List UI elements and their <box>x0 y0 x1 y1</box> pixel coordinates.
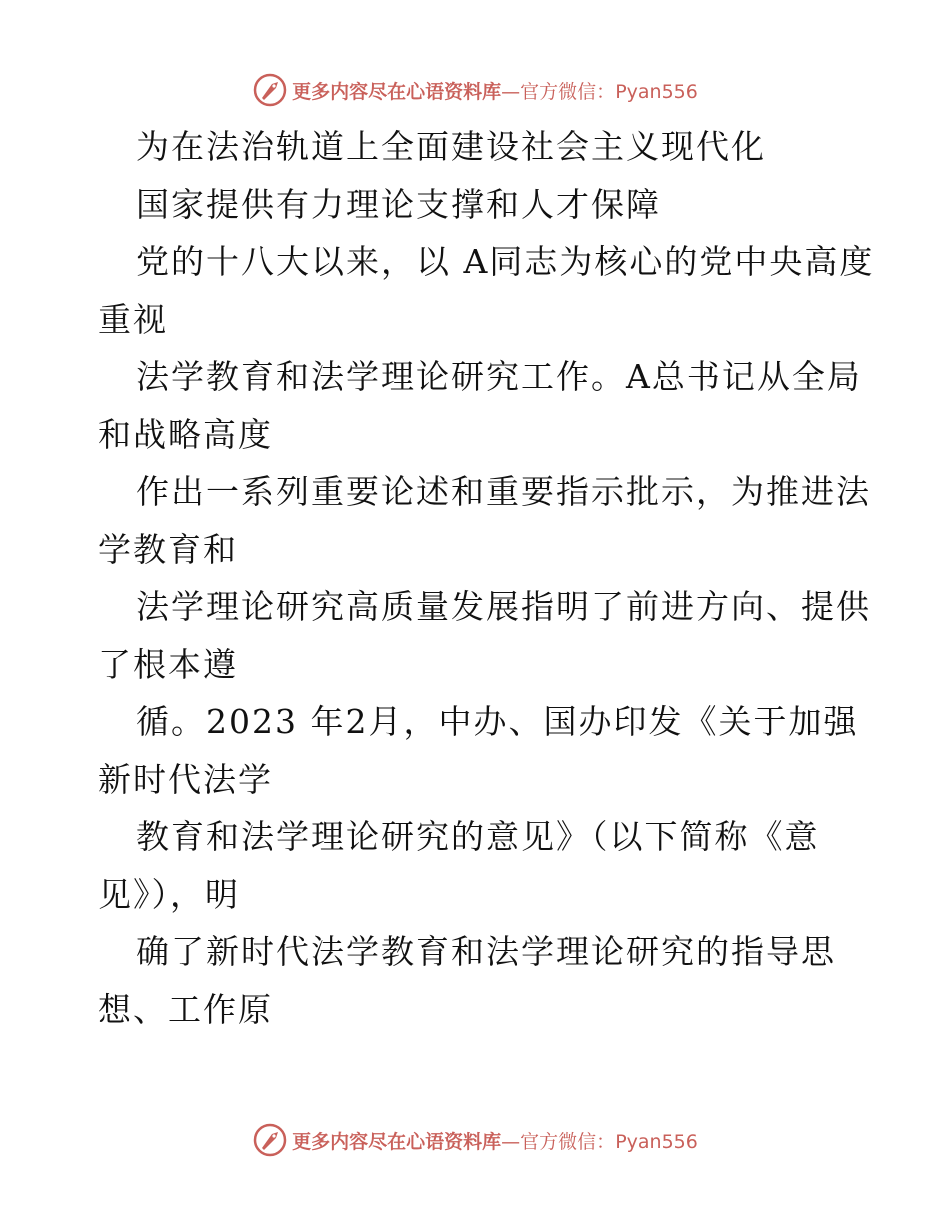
paragraph-1: 为在法治轨道上全面建设社会主义现代化 <box>136 127 766 166</box>
paragraph-8: 教育和法学理论研究的意见》（以下简称《意见》），明 <box>98 817 820 914</box>
banner-text <box>292 77 698 104</box>
header-banner <box>0 70 950 110</box>
footer-banner <box>0 1120 950 1160</box>
paragraph-6: 法学理论研究高质量发展指明了前进方向、提供了根本遵 <box>98 587 871 684</box>
banner-account: Pyan556 <box>615 1130 698 1153</box>
paragraph-5: 作出一系列重要论述和重要指示批示，为推进法学教育和 <box>98 472 871 569</box>
paragraph-2: 国家提供有力理论支撑和人才保障 <box>136 184 661 224</box>
banner-brand: 更多内容尽在心语资料库 <box>292 80 502 103</box>
paragraph-7: 循。2023 年2月，中办、国办印发《关于加强新时代法学 <box>98 702 859 799</box>
banner-official: 官方微信： <box>520 80 616 103</box>
banner-dash: — <box>501 80 521 103</box>
paragraph-3: 党的十八大以来，以 A同志为核心的党中央高度重视 <box>98 242 875 339</box>
pen-nib-logo-icon <box>252 72 288 108</box>
paragraph-9: 确了新时代法学教育和法学理论研究的指导思想、工作原 <box>98 932 836 1029</box>
document-body <box>98 118 878 1038</box>
banner-brand: 更多内容尽在心语资料库 <box>292 1130 502 1153</box>
banner-account: Pyan556 <box>615 80 698 103</box>
pen-nib-logo-icon <box>252 1122 288 1158</box>
banner-official: 官方微信： <box>520 1130 616 1153</box>
paragraph-4: 法学教育和法学理论研究工作。A总书记从全局和战略高度 <box>98 357 862 454</box>
banner-dash: — <box>501 1130 521 1153</box>
banner-text <box>292 1127 698 1154</box>
